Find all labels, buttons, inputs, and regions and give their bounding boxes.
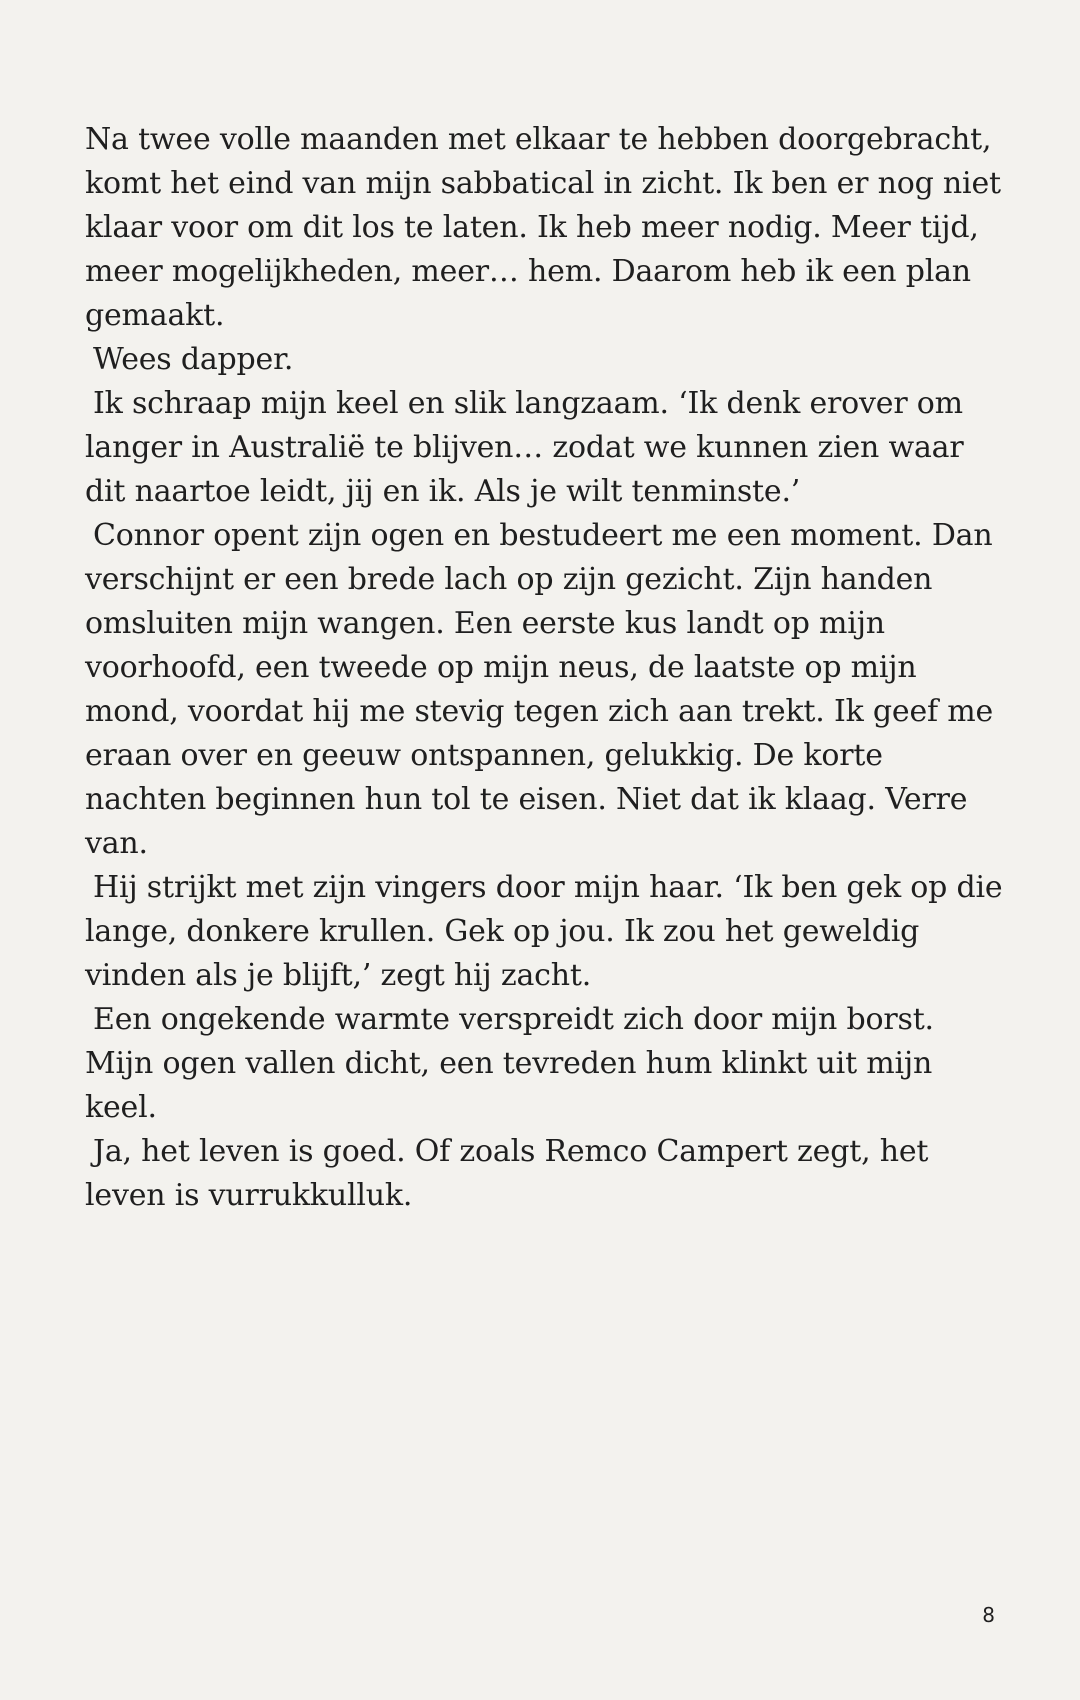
paragraph-6: Een ongekende warmte verspreidt zich door mijn borst. Mijn ogen vallen dicht, een tevreden hum klinkt uit mijn keel. — [85, 1002, 934, 1125]
paragraph-5: Hij strijkt met zijn vingers door mijn haar. ‘Ik ben gek op die lange, donkere krullen. Gek op jou. Ik zou het geweldig vinden als je blijft,’ zegt hij zacht. — [85, 870, 1003, 993]
paragraph-1: Na twee volle maanden met elkaar te hebben doorgebracht, komt het eind van mijn sabbatical in zicht. Ik ben er nog niet klaar voor om dit los te laten. Ik heb meer nodig. Meer tijd, meer mogelijkheden, meer… hem. Daarom heb ik een plan gemaakt. — [85, 122, 1001, 333]
paragraph-2: Wees dapper. — [93, 342, 294, 377]
paragraph-7: Ja, het leven is goed. Of zoals Remco Campert zegt, het leven is vurrukkulluk. — [85, 1134, 929, 1213]
body-text — [85, 118, 1005, 1218]
page-number: 8 — [982, 1603, 995, 1627]
paragraph-4: Connor opent zijn ogen en bestudeert me een moment. Dan verschijnt er een brede lach op zijn gezicht. Zijn handen omsluiten mijn wangen. Een eerste kus landt op mijn voorhoofd, een tweede op mijn neus, de laatste op mijn mond, voordat hij me stevig tegen zich aan trekt. Ik geef me eraan over en geeuw ontspannen, gelukkig. De korte nachten beginnen hun tol te eisen. Niet dat ik klaag. Verre van. — [85, 518, 994, 861]
paragraph-3: Ik schraap mijn keel en slik langzaam. ‘Ik denk erover om langer in Australië te blijven… zodat we kunnen zien waar dit naartoe leidt, jij en ik. Als je wilt tenminste.’ — [85, 386, 964, 509]
